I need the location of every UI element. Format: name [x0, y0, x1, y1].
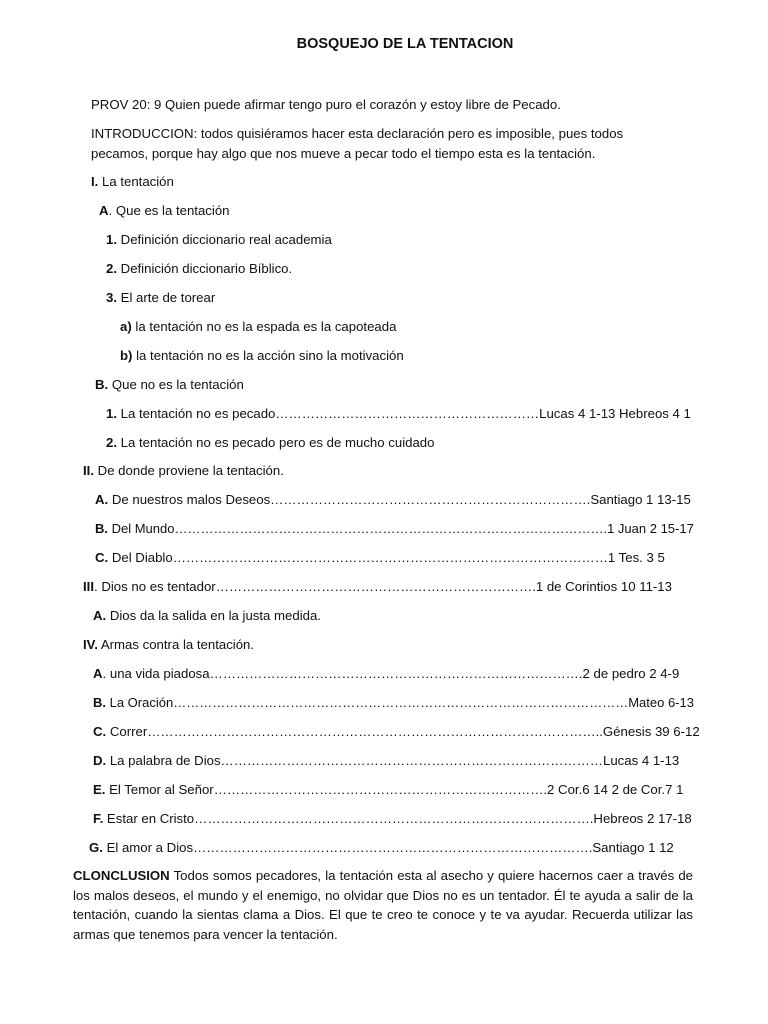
- outline-text: Definición diccionario Bíblico.: [117, 261, 293, 276]
- outline-marker: III: [83, 579, 94, 594]
- proverb-verse: PROV 20: 9 Quien puede afirmar tengo puro el corazón y estoy libre de Pecado.: [91, 97, 561, 112]
- outline-marker: D.: [93, 753, 107, 768]
- outline-text: La tentación no es pecado……………………………………………………Lucas 4 1-13 Hebreos 4 1: [117, 406, 691, 421]
- outline-marker: a): [120, 319, 132, 334]
- outline-text: . Dios no es tentador……………………………………………………………….1 de Corintios 10 11-13: [94, 579, 672, 594]
- page-title: BOSQUEJO DE LA TENTACION: [296, 36, 514, 52]
- outline-item: [120, 347, 404, 365]
- outline-item: [93, 723, 700, 741]
- outline-text: De donde proviene la tentación.: [94, 463, 284, 478]
- conclusion-paragraph: [73, 866, 693, 944]
- outline-text: Armas contra la tentación.: [97, 637, 255, 652]
- outline-text: Del Mundo……………………………………………………………………………………….1 Juan 2 15-17: [108, 521, 694, 536]
- outline-marker: A: [93, 666, 103, 681]
- outline-item: [106, 231, 332, 249]
- outline-marker: 3.: [106, 290, 117, 305]
- outline-marker: 2.: [106, 261, 117, 276]
- outline-text: Que no es la tentación: [108, 377, 244, 392]
- outline-item: [99, 202, 230, 220]
- outline-item: [95, 549, 665, 567]
- outline-marker: I.: [91, 174, 99, 189]
- outline-item: [106, 260, 292, 278]
- outline-item: [83, 462, 284, 480]
- outline-item: [106, 405, 691, 423]
- outline-text: Del Diablo………………………………………………………………………………………1 Tes. 3 5: [108, 550, 665, 565]
- outline-marker: 2.: [106, 435, 117, 450]
- outline-text: Dios da la salida en la justa medida.: [106, 608, 321, 623]
- outline-text: La palabra de Dios……………………………………………………………………………Lucas 4 1-13: [106, 753, 680, 768]
- outline-item: [93, 694, 694, 712]
- outline-text: El amor a Dios……………………………………………………………………………….Santiago 1 12: [102, 840, 674, 855]
- conclusion-label: CLONCLUSION: [73, 868, 170, 883]
- outline-item: [83, 636, 254, 654]
- outline-item: [83, 578, 672, 596]
- introduction-line-1: INTRODUCCION: todos quisiéramos hacer esta declaración pero es imposible, pues todos: [91, 126, 624, 141]
- outline-item: [95, 491, 691, 509]
- outline-text: la tentación no es la espada es la capoteada: [131, 319, 397, 334]
- outline-item: [95, 376, 244, 394]
- outline-item: [93, 665, 679, 683]
- outline-item: [93, 781, 683, 799]
- outline-marker: B.: [93, 695, 106, 710]
- outline-marker: IV.: [83, 637, 98, 652]
- outline-item: [106, 434, 434, 452]
- outline-text: La tentación: [98, 174, 174, 189]
- outline-marker: A: [99, 203, 109, 218]
- outline-marker: G.: [89, 840, 103, 855]
- outline-marker: 1.: [106, 406, 117, 421]
- outline-item: [93, 752, 679, 770]
- outline-text: El Temor al Señor………………………………………………………………….2 Cor.6 14 2 de Cor.7 1: [105, 782, 684, 797]
- conclusion-text: Todos somos pecadores, la tentación esta al asecho y quiere hacernos caer a través de los malos deseos, el mundo y el enemigo, no olvidar que Dios no es un tentador. Él te ayuda a salir de la tentación, cuando la sientas clama a Dios. El que te creo te conoce y te va ayudar. Recuerda utilizar las armas que tenemos para vencer la tentación.: [73, 868, 693, 942]
- outline-text: Correr…………………………………………………………………………………………..Génesis 39 6-12: [106, 724, 700, 739]
- outline-marker: A.: [93, 608, 107, 623]
- outline-item: [120, 318, 396, 336]
- outline-marker: II.: [83, 463, 94, 478]
- outline-marker: B.: [95, 521, 108, 536]
- outline-marker: F.: [93, 811, 104, 826]
- outline-item: [91, 173, 174, 191]
- outline-item: [93, 607, 321, 625]
- outline-text: La Oración……………………………………………………………………………………………Mateo 6-13: [106, 695, 694, 710]
- outline-text: . Que es la tentación: [108, 203, 230, 218]
- outline-item: [95, 520, 694, 538]
- outline-marker: C.: [95, 550, 109, 565]
- outline-item: [93, 810, 692, 828]
- outline-marker: E.: [93, 782, 106, 797]
- outline-text: El arte de torear: [117, 290, 216, 305]
- outline-text: Definición diccionario real academia: [117, 232, 332, 247]
- outline-item: [89, 839, 674, 857]
- outline-text: . una vida piadosa………………………………………………………………………….2 de pedro 2 4-9: [102, 666, 680, 681]
- outline-text: De nuestros malos Deseos……………………………………………………………….Santiago 1 13-15: [108, 492, 691, 507]
- outline-marker: C.: [93, 724, 107, 739]
- outline-text: Estar en Cristo……………………………………………………………………………….Hebreos 2 17-18: [103, 811, 692, 826]
- outline-text: La tentación no es pecado pero es de mucho cuidado: [117, 435, 435, 450]
- outline-marker: b): [120, 348, 133, 363]
- outline-marker: B.: [95, 377, 109, 392]
- outline-marker: 1.: [106, 232, 117, 247]
- outline-item: [106, 289, 215, 307]
- introduction-line-2: pecamos, porque hay algo que nos mueve a pecar todo el tiempo esta es la tentación.: [91, 146, 596, 161]
- outline-text: la tentación no es la acción sino la motivación: [132, 348, 404, 363]
- outline-marker: A.: [95, 492, 109, 507]
